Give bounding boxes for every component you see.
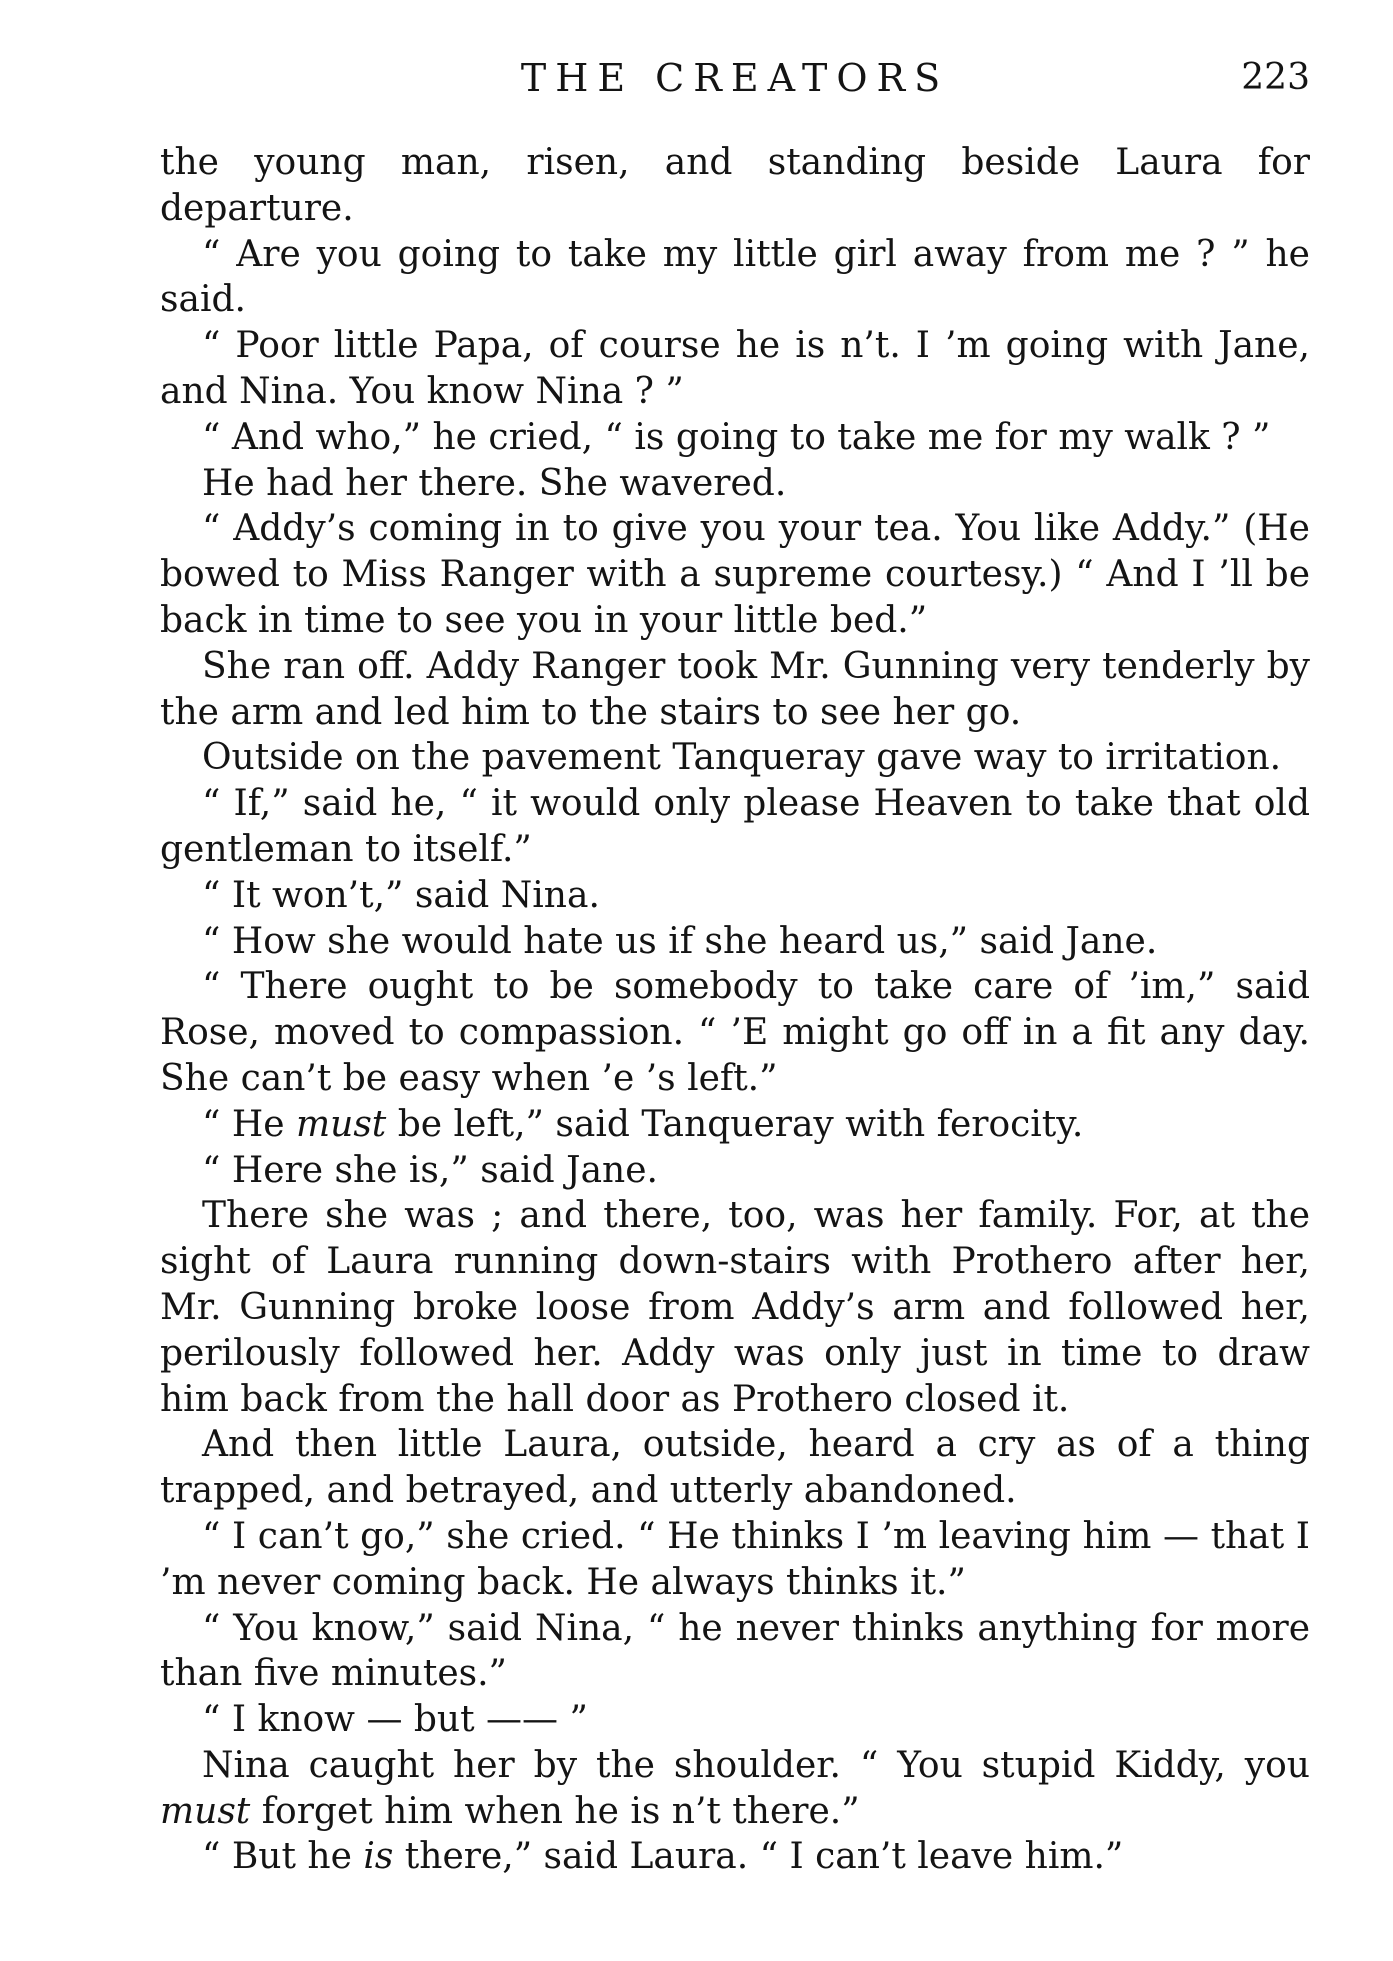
paragraph: “ There ought to be somebody to take care of ’im,” said Rose, moved to compassion. “ ’E might go off in a fit any day. She can’t be easy when ’e ’s left.”: [160, 966, 1310, 1099]
paragraph: “ Addy’s coming in to give you your tea. You like Addy.” (He bowed to Miss Ranger with a supreme courtesy.) “ And I ’ll be back in time to see you in your little bed.”: [160, 508, 1310, 641]
text-run: there,” said Laura. “ I can’t leave him.”: [393, 1836, 1124, 1878]
body-text: [160, 140, 1310, 1880]
paragraph: “ And who,” he cried, “ is going to take me for my walk ? ”: [202, 416, 1271, 458]
paragraph: “ Poor little Papa, of course he is n’t. I ’m going with Jane, and Nina. You know Nina ? ”: [160, 325, 1310, 412]
text-run: be left,” said Tanqueray with ferocity.: [386, 1103, 1084, 1145]
paragraph: He had her there. She wavered.: [202, 462, 787, 504]
paragraph: “ You know,” said Nina, “ he never thinks anything for more than five minutes.”: [160, 1607, 1310, 1695]
page-number: 223: [1241, 57, 1310, 98]
text-run: Nina caught her by the shoulder. “ You stupid Kiddy, you: [202, 1744, 1310, 1786]
paragraph: [160, 1834, 1310, 1880]
paragraph: “ It won’t,” said Nina.: [202, 874, 600, 916]
paragraph: There she was ; and there, too, was her family. For, at the sight of Laura running down-stairs with Prothero after her, Mr. Gunning broke loose from Addy’s arm and followed her, perilously followed her. Addy was only just in time to draw him back from the hall door as Prothero closed it.: [160, 1195, 1310, 1420]
paragraph: Outside on the pavement Tanqueray gave way to irritation.: [202, 737, 1282, 779]
paragraph: [160, 1743, 1310, 1835]
running-title: THE CREATORS: [520, 56, 950, 100]
italic-text: must: [296, 1103, 387, 1145]
paragraph: “ Are you going to take my little girl away from me ? ” he said.: [160, 233, 1310, 321]
running-head: [160, 50, 1310, 106]
paragraph: She ran off. Addy Ranger took Mr. Gunning very tenderly by the arm and led him to the stairs to see her go.: [160, 645, 1310, 733]
paragraph: “ I can’t go,” she cried. “ He thinks I ’m leaving him — that I ’m never coming back. He always thinks it.”: [160, 1515, 1310, 1603]
paragraph: And then little Laura, outside, heard a cry as of a thing trapped, and betrayed, and utterly abandoned.: [160, 1424, 1310, 1512]
paragraph: “ If,” said he, “ it would only please Heaven to take that old gentleman to itself.”: [160, 783, 1310, 870]
paragraph: “ How she would hate us if she heard us,” said Jane.: [202, 920, 1158, 962]
text-run: forget him when he is n’t there.”: [250, 1790, 860, 1832]
paragraph: “ Here she is,” said Jane.: [202, 1149, 658, 1191]
italic-text: must: [160, 1790, 251, 1832]
paragraph: [160, 1102, 1310, 1148]
italic-text: is: [363, 1836, 394, 1878]
text-run: “ But he: [202, 1836, 364, 1878]
paragraph: “ I know — but —— ”: [202, 1699, 588, 1741]
text-run: “ He: [202, 1103, 296, 1145]
paragraph: the young man, risen, and standing beside Laura for departure.: [160, 142, 1310, 229]
